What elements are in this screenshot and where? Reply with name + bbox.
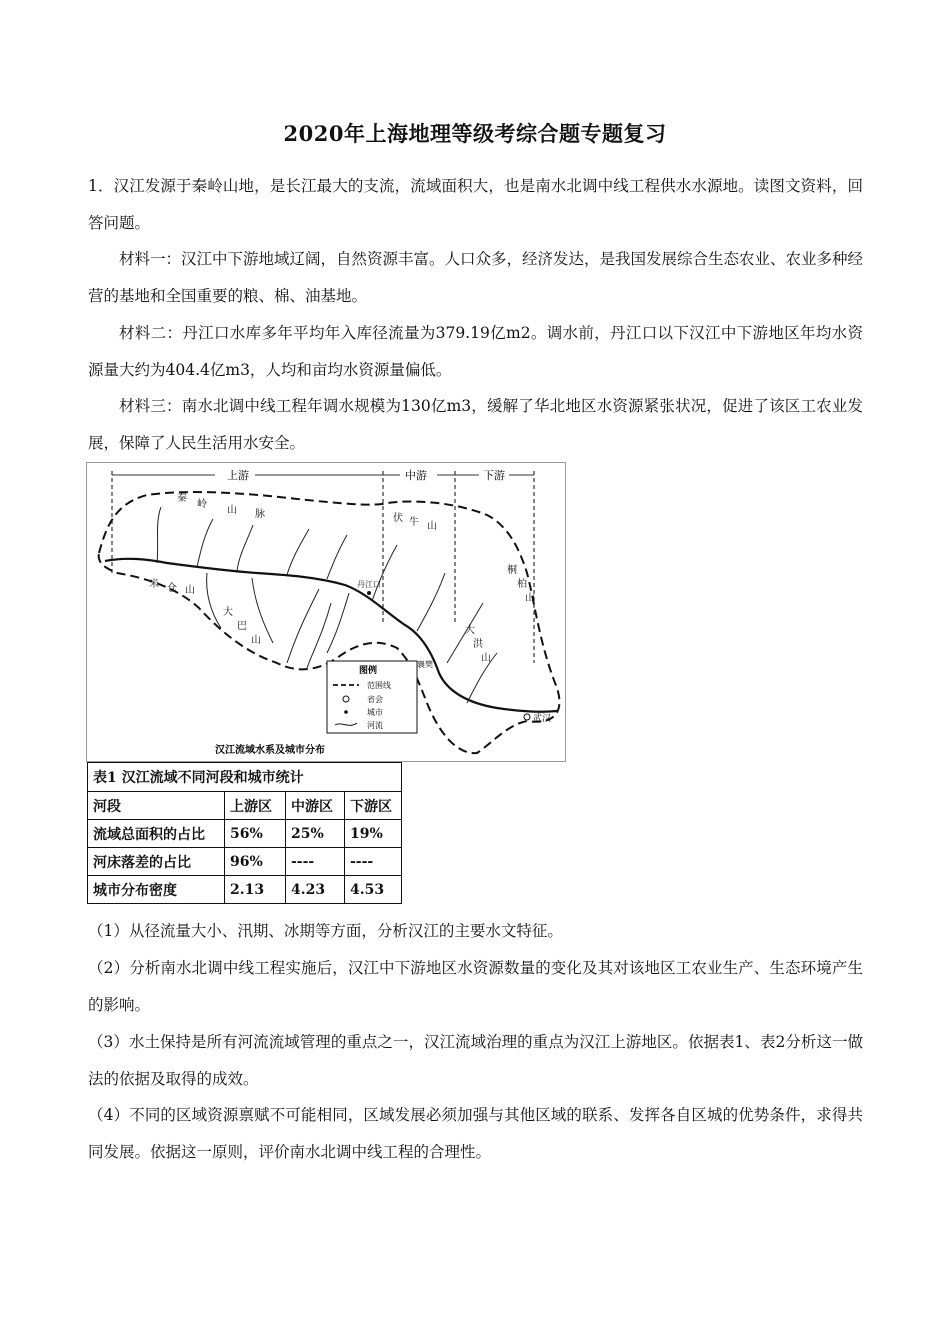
table-cell: 流域总面积的占比	[88, 820, 225, 848]
material-3: 材料三：南水北调中线工程年调水规模为130亿m3，缓解了华北地区水资源紧张状况，促进了该区工农业发展，保障了人民生活用水安全。	[88, 397, 863, 452]
section-label-upper: 上游	[227, 469, 249, 482]
table-1	[87, 762, 402, 904]
table-row	[88, 848, 402, 876]
legend-boundary: 范围线	[367, 681, 391, 690]
table-cell: 25%	[286, 820, 345, 848]
map-label-xiangfan: 襄樊	[417, 660, 433, 669]
table-cell: 4.53	[345, 876, 402, 904]
map-label-tong: 桐	[507, 565, 517, 576]
legend-capital: 省会	[367, 695, 383, 704]
material-1: 材料一：汉江中下游地域辽阔，自然资源丰富。人口众多，经济发达，是我国发展综合生态农业、农业多种经营的基地和全国重要的粮、棉、油基地。	[88, 250, 864, 305]
table-row	[88, 876, 402, 904]
table-header-cell: 上游区	[225, 792, 286, 820]
table-caption: 表1 汉江流域不同河段和城市统计	[88, 763, 402, 792]
map-label-fu: 伏	[393, 513, 403, 524]
table-cell: 河床落差的占比	[88, 848, 225, 876]
legend-river: 河流	[367, 721, 383, 730]
map-caption: 汉江流域水系及城市分布	[215, 745, 325, 756]
table-header-row	[88, 792, 402, 820]
map-label-shan1: 山	[227, 505, 237, 516]
sub-question-2: （2）分析南水北调中线工程实施后，汉江中下游地区水资源数量的变化及其对该地区工农业生产、生态环境产生的影响。	[88, 959, 863, 1014]
map-label-shan6: 山	[481, 653, 491, 664]
map-label-da: 大	[223, 607, 233, 618]
section-label-lower: 下游	[483, 469, 505, 482]
map-label-shan3: 山	[185, 585, 195, 596]
table-cell: 19%	[345, 820, 402, 848]
sub-question-4: （4）不同的区域资源禀赋不可能相同，区域发展必须加强与其他区域的联系、发挥各自区城的优势条件，求得共同发展。依据这一原则，评价南水北调中线工程的合理性。	[88, 1106, 863, 1161]
sub-question-3: （3）水土保持是所有河流流域管理的重点之一，汉江流域治理的重点为汉江上游地区。依据表1、表2分析这一做法的依据及取得的成效。	[88, 1033, 863, 1088]
table-cell: 2.13	[225, 876, 286, 904]
map-label-bai: 柏	[517, 579, 527, 590]
table-cell: 56%	[225, 820, 286, 848]
map-legend	[327, 661, 417, 733]
map-label-shan5: 山	[525, 593, 535, 604]
legend-city: 城市	[367, 708, 383, 717]
table-cell: 城市分布密度	[88, 876, 225, 904]
table-row	[88, 820, 402, 848]
wuhan-marker	[524, 714, 530, 720]
map-label-ling: 岭	[197, 499, 207, 510]
table-cell: 96%	[225, 848, 286, 876]
table-cell: ----	[286, 848, 345, 876]
legend-title: 图例	[359, 666, 378, 676]
table-cell: ----	[345, 848, 402, 876]
map-label-qin: 秦	[177, 493, 187, 504]
map-svg	[87, 463, 565, 761]
table-header-cell: 下游区	[345, 792, 402, 820]
section-label-middle: 中游	[405, 469, 427, 482]
map-label-cang: 仓	[167, 583, 177, 594]
map-label-hong: 洪	[473, 639, 483, 650]
map-label-niu: 牛	[409, 517, 419, 528]
hanjiang-basin-map	[86, 462, 566, 762]
map-label-mai: 脉	[255, 509, 265, 520]
map-label-shan4: 山	[251, 635, 261, 646]
sub-question-1: （1）从径流量大小、汛期、冰期等方面，分析汉江的主要水文特征。	[88, 922, 563, 940]
table-header-cell: 河段	[88, 792, 225, 820]
danjiangkou-marker	[367, 591, 371, 595]
question-1-intro: 1．汉江发源于秦岭山地，是长江最大的支流，流域面积大，也是南水北调中线工程供水水源地。读图文资料，回答问题。	[88, 177, 863, 232]
material-2: 材料二：丹江口水库多年平均年入库径流量为379.19亿m2。调水前，丹江口以下汉江中下游地区年均水资源量大约为404.4亿m3，人均和亩均水资源量偏低。	[88, 324, 863, 379]
document-title: 2020年上海地理等级考综合题专题复习	[283, 121, 667, 146]
map-label-shan2: 山	[427, 521, 437, 532]
table-caption-row	[88, 763, 402, 792]
map-label-da2: 大	[465, 625, 475, 636]
map-label-danjiangkou: 丹江口	[357, 580, 381, 589]
map-label-wuhan: 武汉	[533, 714, 552, 724]
table-cell: 4.23	[286, 876, 345, 904]
map-label-mi: 米	[149, 579, 159, 590]
map-label-ba: 巴	[237, 621, 247, 632]
table-header-cell: 中游区	[286, 792, 345, 820]
